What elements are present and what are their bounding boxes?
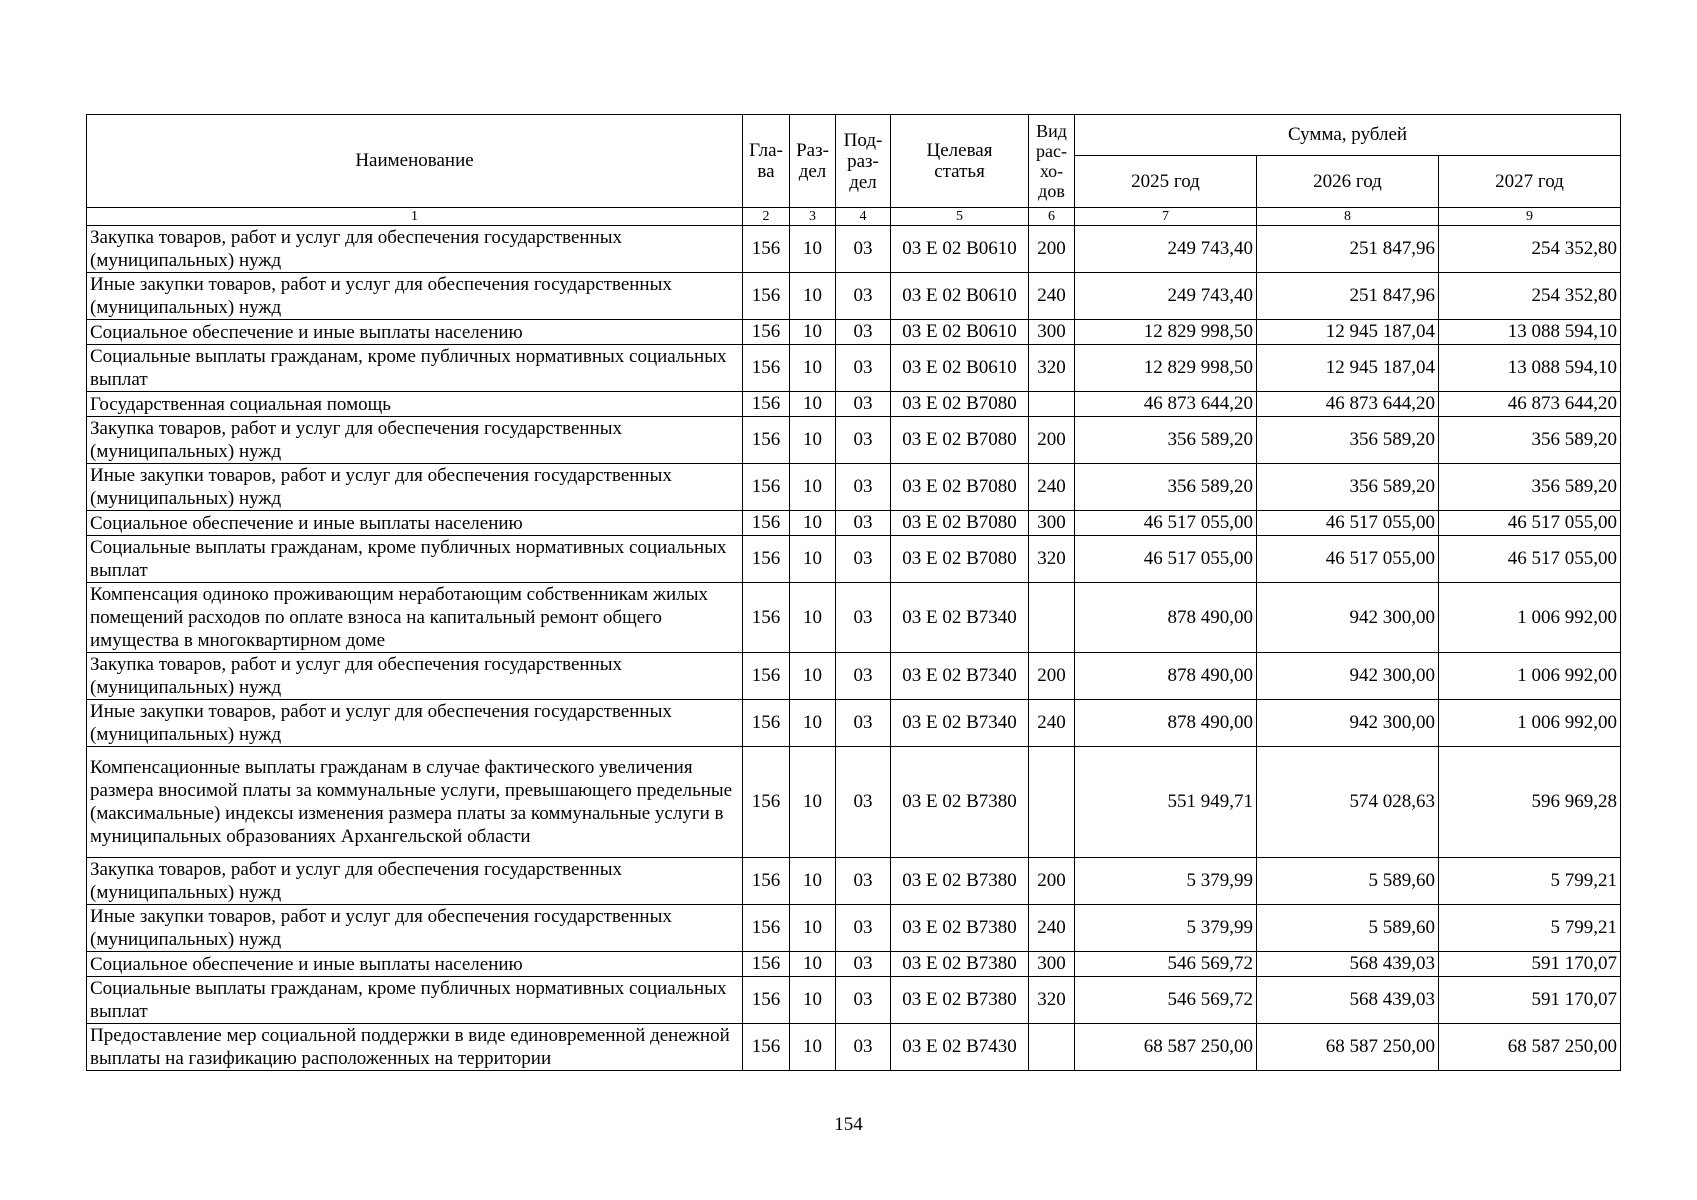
row-chapter: 156: [743, 700, 790, 747]
row-target: 03 Е 02 В0610: [891, 226, 1029, 273]
row-sum-2027: 1 006 992,00: [1439, 700, 1621, 747]
row-sum-2025: 546 569,72: [1075, 977, 1257, 1024]
row-section: 10: [790, 653, 836, 700]
row-subsection: 03: [836, 511, 891, 536]
row-sum-2025: 546 569,72: [1075, 952, 1257, 977]
row-expense-type: 300: [1029, 511, 1075, 536]
column-number: 9: [1439, 208, 1621, 226]
row-chapter: 156: [743, 320, 790, 345]
row-section: 10: [790, 511, 836, 536]
row-target: 03 Е 02 В7080: [891, 464, 1029, 511]
row-expense-type: 200: [1029, 653, 1075, 700]
header-year-2026: 2026 год: [1257, 156, 1439, 208]
header-subsection: Под- раз- дел: [836, 115, 891, 208]
row-name: Иные закупки товаров, работ и услуг для обеспечения государственных (муниципальных) нужд: [87, 464, 743, 511]
header-target: Целевая статья: [891, 115, 1029, 208]
row-sum-2026: 12 945 187,04: [1257, 320, 1439, 345]
row-sum-2025: 878 490,00: [1075, 583, 1257, 653]
header-sum: Сумма, рублей: [1075, 115, 1621, 156]
row-sum-2027: 254 352,80: [1439, 226, 1621, 273]
column-numbers-row: [87, 208, 1621, 226]
table-row: [87, 273, 1621, 320]
row-name: Предоставление мер социальной поддержки в виде единовременной денежной выплаты на газификацию расположенных на территории: [87, 1024, 743, 1071]
row-chapter: 156: [743, 536, 790, 583]
row-chapter: 156: [743, 345, 790, 392]
row-chapter: 156: [743, 417, 790, 464]
row-chapter: 156: [743, 858, 790, 905]
column-number: 5: [891, 208, 1029, 226]
row-sum-2027: 596 969,28: [1439, 747, 1621, 858]
row-section: 10: [790, 858, 836, 905]
row-chapter: 156: [743, 952, 790, 977]
row-subsection: 03: [836, 905, 891, 952]
row-chapter: 156: [743, 392, 790, 417]
row-target: 03 Е 02 В7080: [891, 417, 1029, 464]
row-sum-2025: 12 829 998,50: [1075, 320, 1257, 345]
header-section: Раз- дел: [790, 115, 836, 208]
row-expense-type: 240: [1029, 464, 1075, 511]
row-sum-2027: 5 799,21: [1439, 858, 1621, 905]
header-year-2025: 2025 год: [1075, 156, 1257, 208]
row-expense-type: [1029, 583, 1075, 653]
row-sum-2026: 5 589,60: [1257, 858, 1439, 905]
row-subsection: 03: [836, 1024, 891, 1071]
row-sum-2025: 68 587 250,00: [1075, 1024, 1257, 1071]
row-target: 03 Е 02 В7080: [891, 511, 1029, 536]
row-expense-type: 320: [1029, 977, 1075, 1024]
header-year-2027: 2027 год: [1439, 156, 1621, 208]
row-sum-2025: 46 873 644,20: [1075, 392, 1257, 417]
row-subsection: 03: [836, 977, 891, 1024]
row-name: Государственная социальная помощь: [87, 392, 743, 417]
row-section: 10: [790, 392, 836, 417]
row-subsection: 03: [836, 858, 891, 905]
row-target: 03 Е 02 В7380: [891, 952, 1029, 977]
row-subsection: 03: [836, 952, 891, 977]
table-row: [87, 536, 1621, 583]
row-sum-2027: 356 589,20: [1439, 417, 1621, 464]
row-sum-2025: 356 589,20: [1075, 464, 1257, 511]
row-target: 03 Е 02 В7340: [891, 583, 1029, 653]
table-row: [87, 747, 1621, 858]
row-target: 03 Е 02 В7430: [891, 1024, 1029, 1071]
row-expense-type: 300: [1029, 320, 1075, 345]
row-section: 10: [790, 583, 836, 653]
row-name: Закупка товаров, работ и услуг для обеспечения государственных (муниципальных) нужд: [87, 858, 743, 905]
row-section: 10: [790, 747, 836, 858]
table-row: [87, 392, 1621, 417]
row-name: Социальное обеспечение и иные выплаты населению: [87, 511, 743, 536]
row-subsection: 03: [836, 273, 891, 320]
row-sum-2025: 5 379,99: [1075, 905, 1257, 952]
row-sum-2026: 574 028,63: [1257, 747, 1439, 858]
row-sum-2027: 356 589,20: [1439, 464, 1621, 511]
row-sum-2027: 13 088 594,10: [1439, 320, 1621, 345]
row-sum-2026: 251 847,96: [1257, 273, 1439, 320]
row-subsection: 03: [836, 536, 891, 583]
row-chapter: 156: [743, 583, 790, 653]
row-sum-2025: 46 517 055,00: [1075, 536, 1257, 583]
row-sum-2026: 46 873 644,20: [1257, 392, 1439, 417]
row-sum-2026: 12 945 187,04: [1257, 345, 1439, 392]
row-chapter: 156: [743, 653, 790, 700]
row-sum-2027: 591 170,07: [1439, 952, 1621, 977]
row-target: 03 Е 02 В0610: [891, 345, 1029, 392]
row-sum-2026: 68 587 250,00: [1257, 1024, 1439, 1071]
row-subsection: 03: [836, 583, 891, 653]
table-row: [87, 320, 1621, 345]
row-sum-2026: 356 589,20: [1257, 417, 1439, 464]
row-name: Закупка товаров, работ и услуг для обеспечения государственных (муниципальных) нужд: [87, 226, 743, 273]
table-row: [87, 464, 1621, 511]
row-name: Социальное обеспечение и иные выплаты населению: [87, 952, 743, 977]
row-name: Закупка товаров, работ и услуг для обеспечения государственных (муниципальных) нужд: [87, 653, 743, 700]
row-expense-type: [1029, 1024, 1075, 1071]
row-sum-2025: 46 517 055,00: [1075, 511, 1257, 536]
row-target: 03 Е 02 В7340: [891, 653, 1029, 700]
row-name: Иные закупки товаров, работ и услуг для обеспечения государственных (муниципальных) нужд: [87, 700, 743, 747]
row-expense-type: 240: [1029, 273, 1075, 320]
table-row: [87, 511, 1621, 536]
column-number: 7: [1075, 208, 1257, 226]
column-number: 6: [1029, 208, 1075, 226]
column-number: 2: [743, 208, 790, 226]
row-sum-2025: 5 379,99: [1075, 858, 1257, 905]
table-row: [87, 858, 1621, 905]
row-sum-2026: 46 517 055,00: [1257, 536, 1439, 583]
row-target: 03 Е 02 В7380: [891, 747, 1029, 858]
column-number: 4: [836, 208, 891, 226]
header-expense-type: Вид рас- хо- дов: [1029, 115, 1075, 208]
table-row: [87, 1024, 1621, 1071]
row-section: 10: [790, 1024, 836, 1071]
row-section: 10: [790, 273, 836, 320]
table-row: [87, 952, 1621, 977]
header-name: Наименование: [87, 115, 743, 208]
row-sum-2025: 551 949,71: [1075, 747, 1257, 858]
row-sum-2027: 254 352,80: [1439, 273, 1621, 320]
row-expense-type: [1029, 747, 1075, 858]
row-sum-2025: 249 743,40: [1075, 273, 1257, 320]
row-section: 10: [790, 536, 836, 583]
table-row: [87, 700, 1621, 747]
row-subsection: 03: [836, 464, 891, 511]
header-chapter: Гла- ва: [743, 115, 790, 208]
row-name: Социальное обеспечение и иные выплаты населению: [87, 320, 743, 345]
row-subsection: 03: [836, 226, 891, 273]
row-expense-type: 320: [1029, 345, 1075, 392]
row-section: 10: [790, 345, 836, 392]
table-row: [87, 226, 1621, 273]
row-sum-2025: 878 490,00: [1075, 700, 1257, 747]
row-section: 10: [790, 700, 836, 747]
row-name: Компенсация одиноко проживающим неработающим собственникам жилых помещений расходов по оплате взноса на капитальный ремонт общего имущества в многоквартирном доме: [87, 583, 743, 653]
row-subsection: 03: [836, 345, 891, 392]
row-expense-type: 200: [1029, 858, 1075, 905]
row-sum-2027: 591 170,07: [1439, 977, 1621, 1024]
row-expense-type: 300: [1029, 952, 1075, 977]
row-sum-2026: 942 300,00: [1257, 653, 1439, 700]
row-sum-2027: 1 006 992,00: [1439, 653, 1621, 700]
row-section: 10: [790, 905, 836, 952]
row-expense-type: 240: [1029, 905, 1075, 952]
budget-table: [86, 114, 1621, 1071]
table-row: [87, 653, 1621, 700]
row-subsection: 03: [836, 320, 891, 345]
row-expense-type: 200: [1029, 226, 1075, 273]
row-name: Социальные выплаты гражданам, кроме публичных нормативных социальных выплат: [87, 536, 743, 583]
row-subsection: 03: [836, 747, 891, 858]
table-row: [87, 905, 1621, 952]
row-chapter: 156: [743, 905, 790, 952]
row-target: 03 Е 02 В7380: [891, 858, 1029, 905]
row-sum-2026: 251 847,96: [1257, 226, 1439, 273]
row-section: 10: [790, 952, 836, 977]
row-name: Иные закупки товаров, работ и услуг для обеспечения государственных (муниципальных) нужд: [87, 905, 743, 952]
row-expense-type: 320: [1029, 536, 1075, 583]
row-target: 03 Е 02 В7380: [891, 977, 1029, 1024]
row-sum-2027: 46 873 644,20: [1439, 392, 1621, 417]
row-name: Иные закупки товаров, работ и услуг для обеспечения государственных (муниципальных) нужд: [87, 273, 743, 320]
row-section: 10: [790, 320, 836, 345]
page-number: 154: [834, 1114, 863, 1135]
row-sum-2025: 12 829 998,50: [1075, 345, 1257, 392]
column-number: 3: [790, 208, 836, 226]
row-name: Компенсационные выплаты гражданам в случае фактического увеличения размера вносимой платы за коммунальные услуги, превышающего предельные (максимальные) индексы изменения размера платы за коммунальные услуги в муниципальных образованиях Архангельской области: [87, 747, 743, 858]
row-sum-2026: 568 439,03: [1257, 952, 1439, 977]
row-sum-2026: 5 589,60: [1257, 905, 1439, 952]
row-chapter: 156: [743, 511, 790, 536]
row-sum-2025: 249 743,40: [1075, 226, 1257, 273]
column-number: 1: [87, 208, 743, 226]
row-sum-2026: 942 300,00: [1257, 583, 1439, 653]
row-subsection: 03: [836, 653, 891, 700]
table-row: [87, 977, 1621, 1024]
row-expense-type: [1029, 392, 1075, 417]
row-sum-2026: 942 300,00: [1257, 700, 1439, 747]
row-target: 03 Е 02 В0610: [891, 320, 1029, 345]
row-section: 10: [790, 417, 836, 464]
row-sum-2027: 68 587 250,00: [1439, 1024, 1621, 1071]
row-sum-2027: 5 799,21: [1439, 905, 1621, 952]
row-chapter: 156: [743, 464, 790, 511]
row-section: 10: [790, 977, 836, 1024]
row-sum-2027: 1 006 992,00: [1439, 583, 1621, 653]
row-subsection: 03: [836, 392, 891, 417]
row-chapter: 156: [743, 747, 790, 858]
row-name: Социальные выплаты гражданам, кроме публичных нормативных социальных выплат: [87, 345, 743, 392]
row-expense-type: 240: [1029, 700, 1075, 747]
table-row: [87, 345, 1621, 392]
row-target: 03 Е 02 В7080: [891, 392, 1029, 417]
row-sum-2026: 568 439,03: [1257, 977, 1439, 1024]
table-row: [87, 583, 1621, 653]
row-sum-2025: 878 490,00: [1075, 653, 1257, 700]
row-sum-2027: 46 517 055,00: [1439, 536, 1621, 583]
row-name: Социальные выплаты гражданам, кроме публичных нормативных социальных выплат: [87, 977, 743, 1024]
row-target: 03 Е 02 В7080: [891, 536, 1029, 583]
row-sum-2027: 13 088 594,10: [1439, 345, 1621, 392]
row-sum-2026: 46 517 055,00: [1257, 511, 1439, 536]
row-section: 10: [790, 226, 836, 273]
row-expense-type: 200: [1029, 417, 1075, 464]
row-name: Закупка товаров, работ и услуг для обеспечения государственных (муниципальных) нужд: [87, 417, 743, 464]
row-target: 03 Е 02 В7380: [891, 905, 1029, 952]
row-chapter: 156: [743, 226, 790, 273]
row-chapter: 156: [743, 1024, 790, 1071]
row-section: 10: [790, 464, 836, 511]
row-sum-2026: 356 589,20: [1257, 464, 1439, 511]
row-target: 03 Е 02 В7340: [891, 700, 1029, 747]
row-chapter: 156: [743, 977, 790, 1024]
row-target: 03 Е 02 В0610: [891, 273, 1029, 320]
row-chapter: 156: [743, 273, 790, 320]
table-row: [87, 417, 1621, 464]
table-body: [87, 226, 1621, 1071]
row-subsection: 03: [836, 417, 891, 464]
row-sum-2025: 356 589,20: [1075, 417, 1257, 464]
row-sum-2027: 46 517 055,00: [1439, 511, 1621, 536]
column-number: 8: [1257, 208, 1439, 226]
row-subsection: 03: [836, 700, 891, 747]
